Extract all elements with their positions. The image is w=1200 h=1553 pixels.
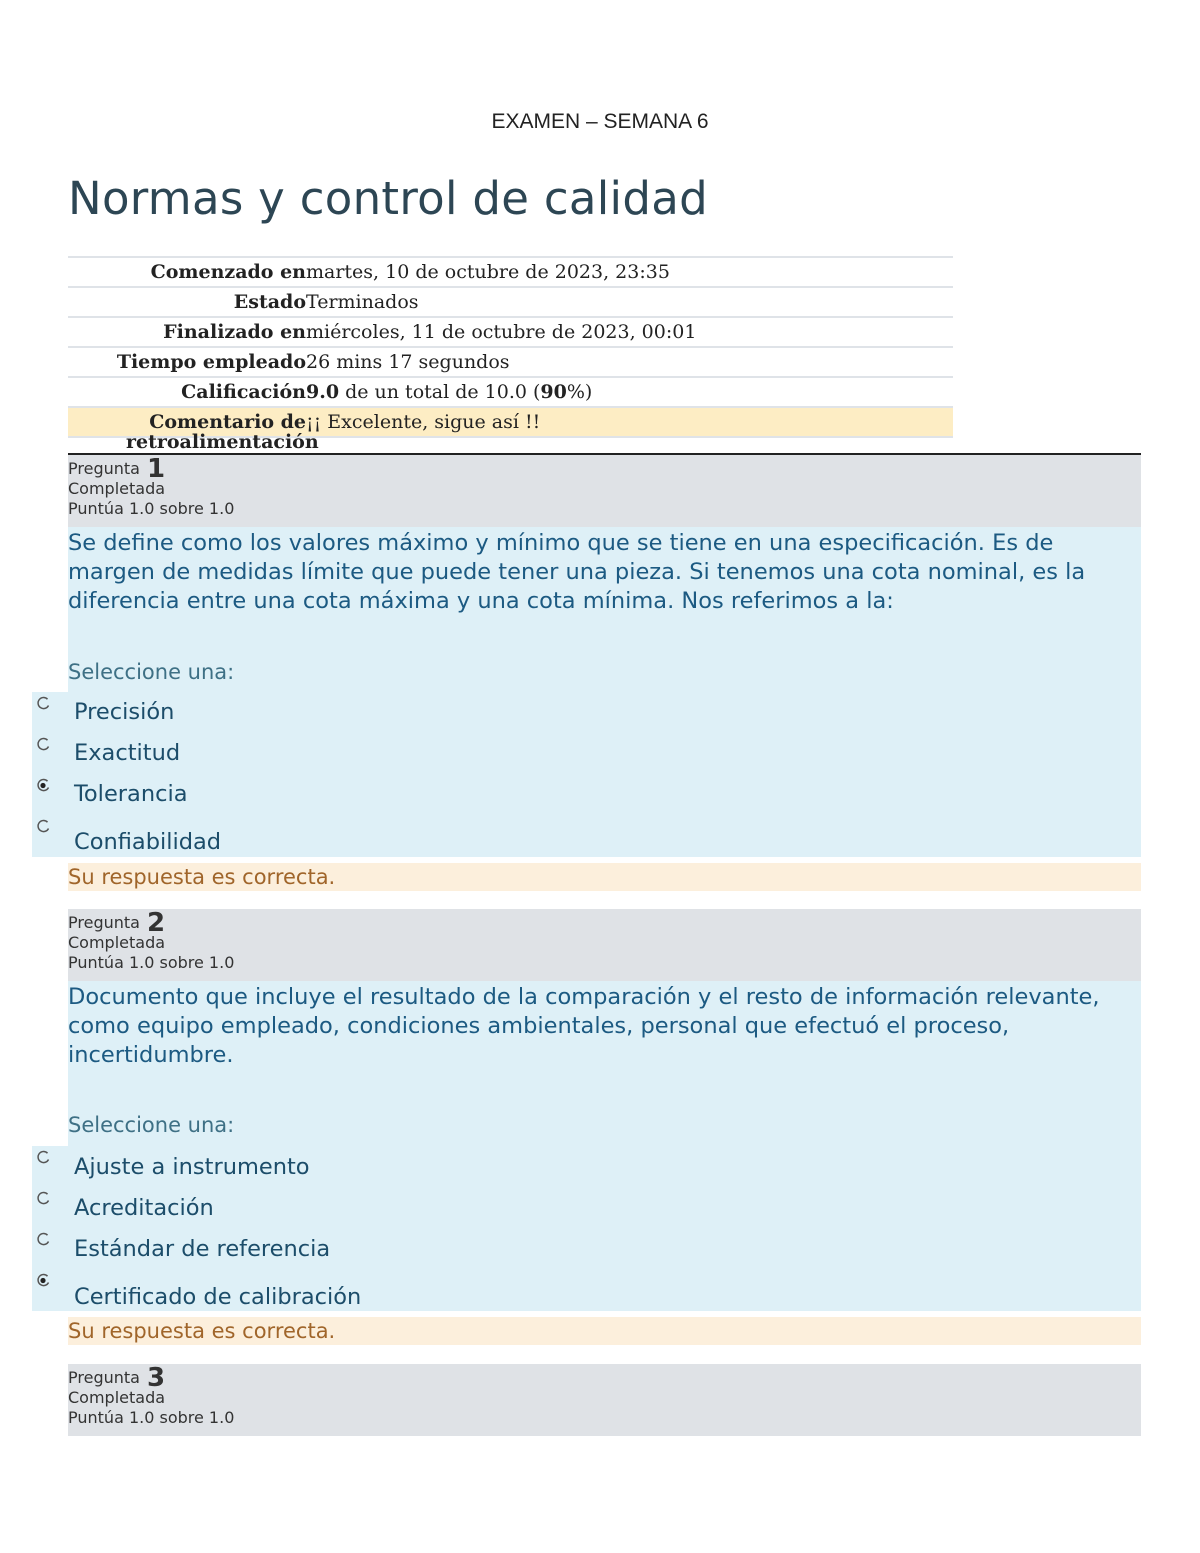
- time-label: Tiempo empleado: [116, 351, 306, 373]
- option-q1-3[interactable]: Tolerancia: [74, 781, 188, 807]
- question-number: 3: [147, 1363, 166, 1393]
- question-status: Completada: [68, 933, 166, 952]
- radio-q2-o2[interactable]: [36, 1191, 51, 1206]
- feedback-label-line2: retroalimentación: [126, 431, 319, 453]
- option-q2-2[interactable]: Acreditación: [74, 1195, 214, 1221]
- option-q1-1[interactable]: Precisión: [74, 699, 175, 725]
- started-label: Comenzado en: [150, 261, 306, 283]
- finished-label: Finalizado en: [163, 321, 306, 343]
- state-label: Estado: [233, 291, 306, 313]
- option-q2-1[interactable]: Ajuste a instrumento: [74, 1154, 310, 1180]
- question-info-1: [68, 455, 1141, 527]
- grade-middle: de un total de 10.0 (: [339, 381, 541, 403]
- question-status: Completada: [68, 479, 166, 498]
- select-prompt: Seleccione una:: [68, 1113, 235, 1137]
- exam-header: EXAMEN – SEMANA 6: [491, 110, 709, 133]
- summary-row-finished: [68, 316, 953, 346]
- question-word: Pregunta: [68, 1368, 140, 1387]
- radio-q1-o3-selected[interactable]: [36, 778, 51, 793]
- summary-row-state: [68, 286, 953, 316]
- question-word: Pregunta: [68, 459, 140, 478]
- question-number: 1: [147, 454, 166, 484]
- radio-q2-o1[interactable]: [36, 1150, 51, 1165]
- grade-end: %): [566, 381, 593, 403]
- question-number: 2: [147, 908, 166, 938]
- option-q1-2[interactable]: Exactitud: [74, 740, 181, 766]
- question-status: Completada: [68, 1388, 166, 1407]
- question-score: Puntúa 1.0 sobre 1.0: [68, 499, 235, 518]
- finished-value: miércoles, 11 de octubre de 2023, 00:01: [306, 321, 697, 343]
- grade-value: [306, 381, 592, 403]
- question-score: Puntúa 1.0 sobre 1.0: [68, 1408, 235, 1427]
- answer-feedback-2: Su respuesta es correcta.: [68, 1317, 1141, 1345]
- summary-row-time: [68, 346, 953, 376]
- question-content-2: [68, 981, 1141, 1146]
- summary-row-started: [68, 256, 953, 286]
- grade-label: Calificación: [181, 381, 306, 403]
- radio-q1-o2[interactable]: [36, 737, 51, 752]
- page-title: Normas y control de calidad: [68, 172, 708, 225]
- question-content-1: [68, 527, 1141, 692]
- question-info-2: [68, 909, 1141, 981]
- question-text: Se define como los valores máximo y mínimo que se tiene en una especificación. Es de margen de medidas límite que puede tener una pieza. Si tenemos una cota nominal, es la diferencia entre una cota máxima y una cota mínima. Nos referimos a la:: [68, 530, 1086, 614]
- option-q1-4[interactable]: Confiabilidad: [74, 829, 222, 855]
- grade-percent: 90: [540, 381, 567, 403]
- attempt-summary: [68, 256, 953, 453]
- summary-row-grade: [68, 376, 953, 406]
- feedback-label: Comentario de: [149, 411, 306, 433]
- started-value: martes, 10 de octubre de 2023, 23:35: [306, 261, 670, 283]
- radio-q2-o3[interactable]: [36, 1232, 51, 1247]
- radio-q2-o4-selected[interactable]: [36, 1273, 51, 1288]
- question-text: Documento que incluye el resultado de la comparación y el resto de información relevante, como equipo empleado, condiciones ambientales, personal que efectuó el proceso, incertidumbre.: [68, 984, 1100, 1068]
- question-info-3: [68, 1364, 1141, 1436]
- radio-q1-o1[interactable]: [36, 696, 51, 711]
- option-q2-3[interactable]: Estándar de referencia: [74, 1236, 331, 1262]
- question-score: Puntúa 1.0 sobre 1.0: [68, 953, 235, 972]
- answer-feedback-1: Su respuesta es correcta.: [68, 863, 1141, 891]
- state-value: Terminados: [306, 291, 419, 313]
- grade-score: 9.0: [306, 381, 340, 403]
- question-word: Pregunta: [68, 913, 140, 932]
- feedback-value: ¡¡ Excelente, sigue así !!: [306, 411, 541, 433]
- time-value: 26 mins 17 segundos: [306, 351, 510, 373]
- radio-q1-o4[interactable]: [36, 819, 51, 834]
- option-q2-4[interactable]: Certificado de calibración: [74, 1284, 362, 1310]
- select-prompt: Seleccione una:: [68, 660, 235, 684]
